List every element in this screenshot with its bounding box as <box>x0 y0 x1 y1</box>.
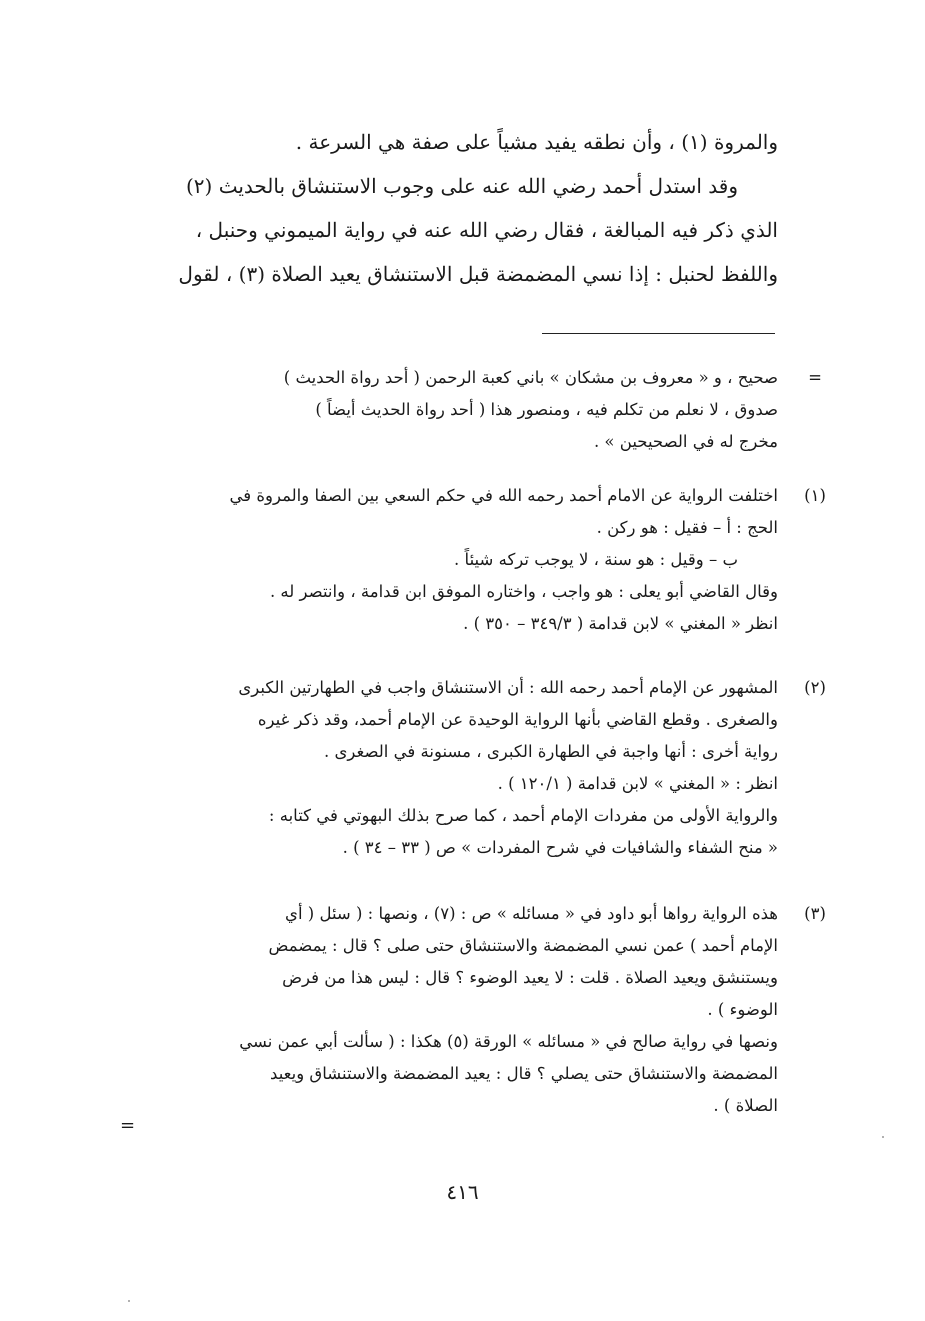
footnote-line: الصلاة ) . <box>713 1096 778 1115</box>
footnote-line: الوضوء ) . <box>707 1000 778 1019</box>
footnote-marker: (١) <box>804 486 826 505</box>
footnote-continuation <box>118 362 822 458</box>
footnote-marker: (٢) <box>804 678 826 697</box>
footnote-end-marker: = <box>120 1115 136 1136</box>
footnote-marker: (٣) <box>804 904 826 923</box>
scan-speck <box>882 1136 884 1138</box>
footnote-line: وقال القاضي أبو يعلى : هو واجب ، واختاره الموفق ابن قدامة ، وانتصر له . <box>269 582 778 601</box>
footnote-line: رواية أخرى : أنها واجبة في الطهارة الكبرى ، مسنونة في الصغرى . <box>323 742 778 761</box>
footnote-line: المضمضة والاستنشاق حتى يصلي ؟ قال : يعيد المضمضة والاستنشاق ويعيد <box>270 1064 778 1083</box>
footnote-line: ب – وقيل : هو سنة ، لا يوجب تركه شيئاً . <box>454 550 738 569</box>
footnote-line: صحيح ، و « معروف بن مشكان » باني كعبة الرحمن ( أحد رواة الحديث ) <box>283 368 778 387</box>
footnote-line: ويستنشق ويعيد الصلاة . قلت : لا يعيد الوضوء ؟ قال : ليس هذا من فرض <box>282 968 778 987</box>
main-line: الذي ذكر فيه المبالغة ، فقال رضي الله عنه في رواية الميموني وحنبل ، <box>195 218 778 242</box>
main-line: والمروة (١) ، وأن نطقه يفيد مشياً على صفة هي السرعة . <box>295 130 778 154</box>
footnote-line: « منح الشفاء والشافيات في شرح المفردات » ص ( ٣٣ – ٣٤ ) . <box>342 838 778 857</box>
footnote-2 <box>118 672 826 864</box>
footnote-line: صدوق ، لا نعلم من تكلم فيه ، ومنصور هذا ( أحد رواة الحديث أيضاً ) <box>315 400 778 419</box>
main-line: وقد استدل أحمد رضي الله عنه على وجوب الاستنشاق بالحديث (٢) <box>185 174 738 198</box>
footnote-line: انظر : « المغني » لابن قدامة ( ١٢٠/١ ) . <box>497 774 778 793</box>
footnote-line: الإمام أحمد ) عمن نسي المضمضة والاستنشاق حتى صلى ؟ قال : يمضمض <box>268 936 778 955</box>
scan-speck <box>128 1300 130 1302</box>
page-number: ٤١٦ <box>446 1180 479 1204</box>
main-line: واللفظ لحنبل : إذا نسي المضمضة قبل الاستنشاق يعيد الصلاة (٣) ، لقول <box>178 262 778 286</box>
main-text <box>128 120 778 296</box>
continuation-marker: = <box>808 368 822 387</box>
footnote-line: والصغرى . وقطع القاضي بأنها الرواية الوحيدة عن الإمام أحمد، وقد ذكر غيره <box>257 710 778 729</box>
footnote-line: ونصها في رواية صالح في « مسائله » الورقة (٥) هكذا : ( سألت أبي عمن نسي <box>239 1032 778 1051</box>
footnote-line: الحج : أ – فقيل : هو ركن . <box>596 518 778 537</box>
footnote-line: هذه الرواية رواها أبو داود في « مسائله » ص : (٧) ، ونصها : ( سئل ( أي <box>285 904 778 923</box>
footnote-line: المشهور عن الإمام أحمد رحمه الله : أن الاستنشاق واجب في الطهارتين الكبرى <box>238 678 778 697</box>
footnote-3 <box>118 898 826 1122</box>
footnote-line: اختلفت الرواية عن الامام أحمد رحمه الله في حكم السعي بين الصفا والمروة في <box>229 486 778 505</box>
footnote-separator <box>542 333 775 334</box>
footnote-line: والرواية الأولى من مفردات الإمام أحمد ، كما صرح بذلك البهوتي في كتابه : <box>268 806 778 825</box>
footnote-line: مخرج له في الصحيحين » . <box>593 432 778 451</box>
footnote-line: انظر « المغني » لابن قدامة ( ٣٤٩/٣ – ٣٥٠ ) . <box>463 614 778 633</box>
footnote-1 <box>118 480 826 640</box>
